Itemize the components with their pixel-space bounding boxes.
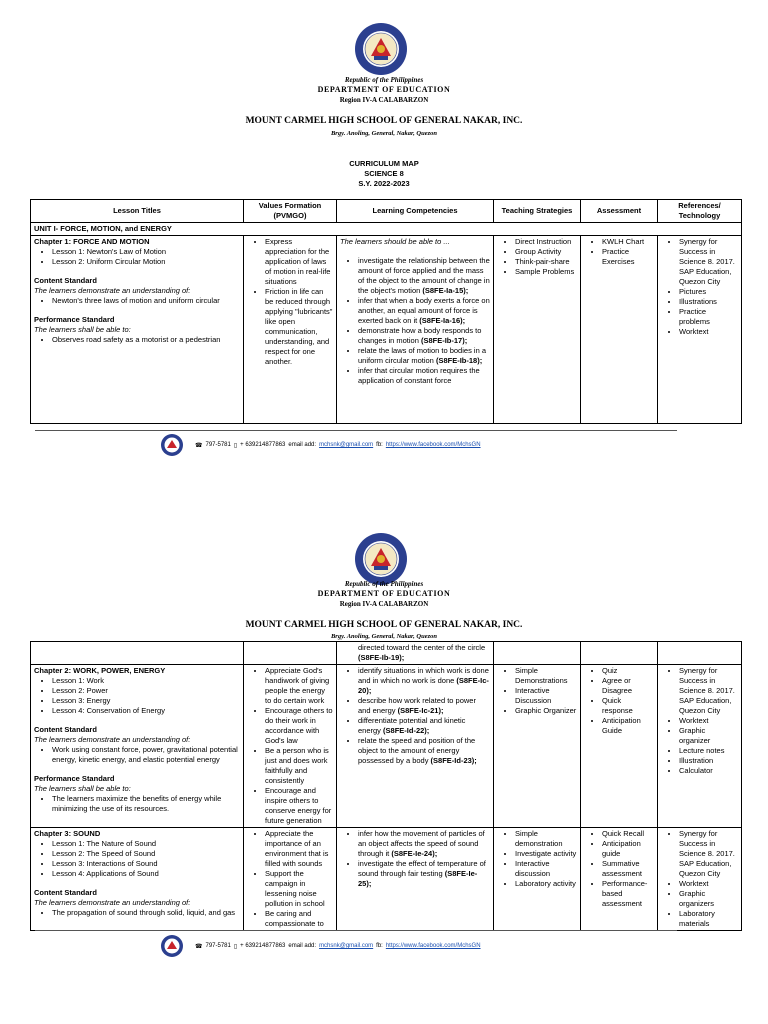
chapter-3-references-cell xyxy=(658,828,742,931)
republic-line: Republic of the Philippines xyxy=(344,580,424,588)
unit-title: UNIT I- FORCE, MOTION, and ENERGY xyxy=(31,223,742,236)
reference-item: • Synergy for Success in Science 8. 2017. SAP Education, Quezon City xyxy=(679,829,738,879)
value-item: • Be a person who is just and does work faithfully and consistently xyxy=(265,746,333,786)
col-learning-competencies: Learning Competencies xyxy=(337,200,494,223)
col-references: References/ Technology xyxy=(658,200,742,223)
document-page-2 xyxy=(0,512,768,1024)
region-line: Region IV-A CALABARZON xyxy=(339,96,429,104)
strategy-item: • Interactive Discussion xyxy=(515,686,577,706)
deped-seal-icon xyxy=(160,934,184,958)
chapter-2-competencies-cell xyxy=(337,665,494,828)
strategy-item: • Graphic Organizer xyxy=(515,706,577,716)
phone-number: 797-5781 xyxy=(205,442,231,448)
school-year: S.Y. 2022-2023 xyxy=(358,179,410,188)
strategy-item: • Investigate activity xyxy=(515,849,577,859)
reference-item: • Worktext xyxy=(679,327,738,337)
email-label: email add: xyxy=(288,442,317,448)
value-item: • Friction in life can be reduced through applying "lubricants" like open communication, understanding, and respect for one another. xyxy=(265,287,333,367)
reference-item: • Calculator xyxy=(679,766,738,776)
reference-item: • Worktext xyxy=(679,879,738,889)
department-line: DEPARTMENT OF EDUCATION xyxy=(317,85,451,94)
reference-item: • Illustration xyxy=(679,756,738,766)
chapter-2-lesson-cell xyxy=(31,665,244,828)
chapter-title: Chapter 2: WORK, POWER, ENERGY xyxy=(34,666,166,675)
competency-item: • infer that circular motion requires the application of constant force xyxy=(358,366,490,386)
content-standard-item: • The propagation of sound through solid, liquid, and gas xyxy=(52,908,240,918)
content-standard-label: Content Standard xyxy=(34,888,97,897)
republic-line: Republic of the Philippines xyxy=(344,76,424,84)
email-label: email add: xyxy=(288,943,317,949)
mobile-icon: ▯ xyxy=(233,442,238,449)
email-link[interactable]: mchsnk@gmail.com xyxy=(319,943,374,949)
assessment-item: • Practice Exercises xyxy=(602,247,654,267)
assessment-item: • Summative assessment xyxy=(602,859,654,879)
assessment-item: • Performance-based assessment xyxy=(602,879,654,909)
mobile-icon: ▯ xyxy=(233,943,238,950)
curriculum-table-1 xyxy=(30,199,742,424)
strategy-item: • Direct Instruction xyxy=(515,237,577,247)
strategy-item: • Group Activity xyxy=(515,247,577,257)
competency-item: • relate the laws of motion to bodies in a uniform circular motion (S8FE-Ib-18); xyxy=(358,346,490,366)
reference-item: • Worktext xyxy=(679,716,738,726)
competency-item: • investigate the effect of temperature of sound through fair testing (S8FE-Ie-25); xyxy=(358,859,490,889)
content-standard-intro: The learners demonstrate an understanding of: xyxy=(34,898,191,907)
lesson-item: • Lesson 2: Power xyxy=(52,686,240,696)
assessment-item: • Quick response xyxy=(602,696,654,716)
chapter-title: Chapter 1: FORCE AND MOTION xyxy=(34,237,150,246)
reference-item: • Practice problems xyxy=(679,307,738,327)
reference-item: • Graphic organizers xyxy=(679,889,738,909)
school-address: Brgy. Anoling, General, Nakar, Quezon xyxy=(330,633,438,640)
content-standard-item: • Newton's three laws of motion and uniform circular xyxy=(52,296,240,306)
chapter-1-values-cell xyxy=(244,236,337,424)
mobile-number: + 639214877863 xyxy=(240,442,286,448)
assessment-item: • KWLH Chart xyxy=(602,237,654,247)
subject-title: SCIENCE 8 xyxy=(364,169,404,178)
deped-seal-icon xyxy=(354,22,408,76)
lesson-item: • Lesson 1: Newton's Law of Motion xyxy=(52,247,240,257)
phone-icon: ☎ xyxy=(195,943,203,950)
chapter-1-references-cell xyxy=(658,236,742,424)
mobile-number: + 639214877863 xyxy=(240,943,286,949)
chapter-3-competencies-cell xyxy=(337,828,494,931)
chapter-2-values-cell xyxy=(244,665,337,828)
value-item: • Express appreciation for the application of laws of motion in real-life situations xyxy=(265,237,333,287)
col-teaching-strategies: Teaching Strategies xyxy=(494,200,581,223)
value-item: • Appreciate the importance of an environment that is filled with sounds xyxy=(265,829,333,869)
chapter-3-values-cell xyxy=(244,828,337,931)
chapter-1-strategies-cell xyxy=(494,236,581,424)
chapter-2-assessment-cell xyxy=(581,665,658,828)
competency-item: • describe how work related to power and energy (S8FE-Ic-21); xyxy=(358,696,490,716)
map-title: CURRICULUM MAP xyxy=(349,159,419,168)
chapter-3-assessment-cell xyxy=(581,828,658,931)
performance-standard-label: Performance Standard xyxy=(34,774,115,783)
value-item: • Support the campaign in lessening noise pollution in school xyxy=(265,869,333,909)
curriculum-table-2 xyxy=(30,641,742,931)
chapter-1-lesson-cell xyxy=(31,236,244,424)
chapter-2-strategies-cell xyxy=(494,665,581,828)
table-header-row xyxy=(31,200,742,223)
reference-item: • Synergy for Success in Science 8. 2017. SAP Education, Quezon City xyxy=(679,666,738,716)
strategy-item: • Sample Problems xyxy=(515,267,577,277)
footer-divider xyxy=(35,430,677,431)
deped-seal-icon xyxy=(160,433,184,457)
department-line: DEPARTMENT OF EDUCATION xyxy=(317,589,451,598)
content-standard-intro: The learners demonstrate an understanding of: xyxy=(34,735,191,744)
lesson-item: • Lesson 3: Energy xyxy=(52,696,240,706)
chapter-3-row xyxy=(31,828,742,931)
assessment-item: • Quick Recall xyxy=(602,829,654,839)
competency-item: • relate the speed and position of the object to the amount of energy possessed by a body (S8FE-Id-23); xyxy=(358,736,490,766)
fb-label: fb: xyxy=(376,442,383,448)
lesson-item: • Lesson 4: Applications of Sound xyxy=(52,869,240,879)
strategy-item: • Simple Demonstrations xyxy=(515,666,577,686)
content-standard-label: Content Standard xyxy=(34,725,97,734)
continuation-cell: directed toward the center of the circle (S8FE-Ib-19); xyxy=(337,642,494,665)
strategy-item: • Interactive discussion xyxy=(515,859,577,879)
chapter-2-references-cell xyxy=(658,665,742,828)
competency-item: • investigate the relationship between the amount of force applied and the mass of the object to the amount of change in the object's motion (S8FE-Ia-15); xyxy=(358,256,490,296)
lesson-item: • Lesson 2: The Speed of Sound xyxy=(52,849,240,859)
footer xyxy=(160,934,481,958)
strategy-item: • Think-pair-share xyxy=(515,257,577,267)
lesson-list xyxy=(34,247,240,267)
value-item: • Encourage others to do their work in accordance with God's law xyxy=(265,706,333,746)
unit-row xyxy=(31,223,742,236)
performance-standard-item: • Observes road safety as a motorist or a pedestrian xyxy=(52,335,240,345)
assessment-item: • Quiz xyxy=(602,666,654,676)
continuation-row xyxy=(31,642,742,665)
lesson-item: • Lesson 3: Interactions of Sound xyxy=(52,859,240,869)
content-standard-label: Content Standard xyxy=(34,276,97,285)
performance-standard-item: • The learners maximize the benefits of energy while minimizing the use of its resources. xyxy=(52,794,240,814)
lesson-item: • Lesson 4: Conservation of Energy xyxy=(52,706,240,716)
performance-standard-intro: The learners shall be able to: xyxy=(34,784,131,793)
lesson-item: • Lesson 2: Uniform Circular Motion xyxy=(52,257,240,267)
lesson-item: • Lesson 1: The Nature of Sound xyxy=(52,839,240,849)
reference-item: • Pictures xyxy=(679,287,738,297)
footer xyxy=(160,433,481,457)
reference-item: • Illustrations xyxy=(679,297,738,307)
school-name: MOUNT CARMEL HIGH SCHOOL OF GENERAL NAKAR, INC. xyxy=(245,620,523,630)
chapter-3-strategies-cell xyxy=(494,828,581,931)
chapter-1-assessment-cell xyxy=(581,236,658,424)
value-item: • Appreciate God's handiwork of giving people the energy to do certain work xyxy=(265,666,333,706)
reference-item: • Graphic organizer xyxy=(679,726,738,746)
competency-item: • identify situations in which work is done and in which no work is done (S8FE-Ic-20); xyxy=(358,666,490,696)
facebook-link[interactable]: https://www.facebook.com/MchsGN xyxy=(385,943,481,949)
region-line: Region IV-A CALABARZON xyxy=(339,600,429,608)
assessment-item: • Agree or Disagree xyxy=(602,676,654,696)
strategy-item: • Laboratory activity xyxy=(515,879,577,889)
competency-item: • infer how the movement of particles of an object affects the speed of sound through it (S8FE-Ie-24); xyxy=(358,829,490,859)
col-lesson-titles: Lesson Titles xyxy=(31,200,244,223)
deped-seal-icon xyxy=(354,532,408,586)
strategy-item: • Simple demonstration xyxy=(515,829,577,849)
fb-label: fb: xyxy=(376,943,383,949)
footer-divider xyxy=(35,930,677,931)
email-link[interactable]: mchsnk@gmail.com xyxy=(319,442,374,448)
assessment-item: • Anticipation Guide xyxy=(602,716,654,736)
col-values-formation: Values Formation (PVMGO) xyxy=(244,200,337,223)
performance-standard-label: Performance Standard xyxy=(34,315,115,324)
chapter-1-competencies-cell xyxy=(337,236,494,424)
chapter-1-row xyxy=(31,236,742,424)
content-standard-item: • Work using constant force, power, gravitational potential energy, kinetic energy, and elastic potential energy xyxy=(52,745,240,765)
assessment-item: • Anticipation guide xyxy=(602,839,654,859)
facebook-link[interactable]: https://www.facebook.com/MchsGN xyxy=(385,442,481,448)
lesson-item: • Lesson 1: Work xyxy=(52,676,240,686)
reference-item: • Lecture notes xyxy=(679,746,738,756)
reference-item: • Laboratory materials xyxy=(679,909,738,929)
competency-item: • differentiate potential and kinetic energy (S8FE-Id-22); xyxy=(358,716,490,736)
phone-icon: ☎ xyxy=(195,442,203,449)
school-name: MOUNT CARMEL HIGH SCHOOL OF GENERAL NAKAR, INC. xyxy=(245,116,523,126)
col-assessment: Assessment xyxy=(581,200,658,223)
competency-item: • infer that when a body exerts a force on another, an equal amount of force is exerted back on it (S8FE-Ia-16); xyxy=(358,296,490,326)
performance-standard-intro: The learners shall be able to: xyxy=(34,325,131,334)
competency-intro: The learners should be able to ... xyxy=(340,237,450,246)
chapter-3-lesson-cell xyxy=(31,828,244,931)
content-standard-intro: The learners demonstrate an understanding of: xyxy=(34,286,191,295)
value-item: • Be caring and compassionate to xyxy=(265,909,333,929)
value-item: • Encourage and inspire others to conserve energy for future generation xyxy=(265,786,333,826)
competency-item: • demonstrate how a body responds to changes in motion (S8FE-Ib-17); xyxy=(358,326,490,346)
reference-item: • Synergy for Success in Science 8. 2017. SAP Education, Quezon City xyxy=(679,237,738,287)
school-address: Brgy. Anoling, General, Nakar, Quezon xyxy=(330,130,438,137)
phone-number: 797-5781 xyxy=(205,943,231,949)
chapter-2-row xyxy=(31,665,742,828)
chapter-title: Chapter 3: SOUND xyxy=(34,829,101,838)
